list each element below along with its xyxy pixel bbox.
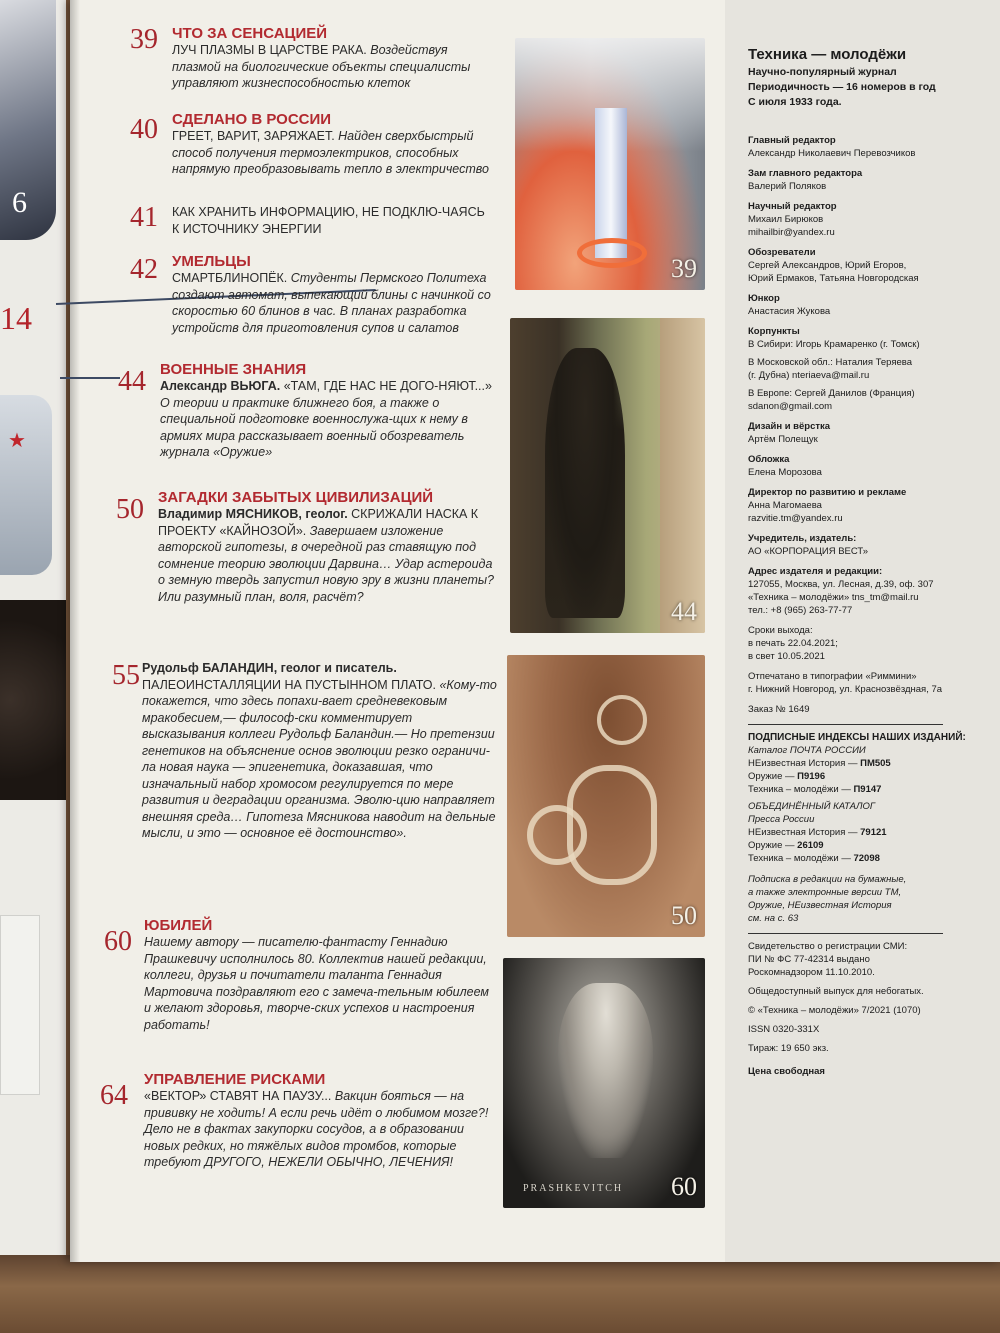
entry-desc: Воздействуя плазмой на биологические объекты специалисты управляют жизнеспособностью клеток — [172, 43, 471, 90]
catalog-title: Оружие — — [748, 840, 798, 851]
toc-entry-50[interactable] — [116, 490, 496, 605]
catalog-title: НЕизвестная История — — [748, 758, 861, 769]
masthead-line[interactable]: mihailbir@yandex.ru — [748, 227, 835, 238]
masthead-block — [748, 670, 993, 696]
registration-info — [748, 940, 993, 979]
photo-caption: PRASHKEVITCH — [523, 1183, 624, 1194]
page-number: 50 — [116, 494, 144, 525]
magazine-periodicity: Периодичность — 16 номеров в год — [748, 81, 936, 93]
catalog-name: Каталог ПОЧТА РОССИИ — [748, 745, 866, 756]
masthead-line: Юрий Ермаков, Татьяна Новгородская — [748, 273, 919, 284]
masthead-line: Отпечатано в типографии «Риммини» — [748, 671, 917, 682]
masthead-block — [748, 200, 993, 239]
previous-page-edge — [0, 0, 66, 1270]
page-number: 42 — [130, 254, 158, 285]
masthead-line: В Сибири: Игорь Крамаренко (г. Томск) — [748, 339, 920, 350]
circulation: Тираж: 19 650 экз. — [748, 1043, 829, 1054]
photo-page-number: 44 — [671, 597, 697, 626]
entry-body — [160, 378, 496, 461]
page-number: 44 — [118, 366, 146, 397]
catalog-index: П9196 — [797, 771, 826, 782]
masthead-line: В Московской обл.: Наталия Теряева — [748, 357, 912, 368]
catalog-index: 79121 — [860, 827, 887, 838]
masthead-line: Валерий Поляков — [748, 181, 827, 192]
info-line: Оружие, НЕизвестная История — [748, 900, 892, 911]
prev-page-portrait-photo — [0, 600, 66, 800]
photo-plasma-tube — [595, 108, 627, 258]
masthead-block — [748, 134, 993, 160]
photo-statue-figure — [558, 983, 653, 1158]
toc-entry-64[interactable] — [100, 1072, 496, 1171]
masthead-label: Зам главного редактора — [748, 168, 863, 179]
masthead-block — [748, 420, 993, 446]
masthead-block — [748, 453, 993, 479]
issn: ISSN 0320-331X — [748, 1024, 820, 1035]
catalog-name: ОБЪЕДИНЁННЫЙ КАТАЛОГ — [748, 801, 876, 812]
masthead-line: в печать 22.04.2021; — [748, 638, 838, 649]
entry-lead: КАК ХРАНИТЬ ИНФОРМАЦИЮ, НЕ ПОДКЛЮ-ЧАЯСЬ К ИСТОЧНИКУ ЭНЕРГИИ — [172, 205, 485, 236]
masthead-block — [748, 624, 993, 663]
masthead-label: Учредитель, издатель: — [748, 533, 857, 544]
photo-page-number: 50 — [671, 901, 697, 930]
toc-entry-42[interactable] — [130, 254, 495, 336]
masthead-line: тел.: +8 (965) 263-77-77 — [748, 605, 853, 616]
photo-nazca-line — [597, 695, 647, 745]
toc-entry-41[interactable] — [130, 204, 495, 237]
catalog-row — [748, 783, 993, 796]
page-number: 60 — [104, 926, 132, 957]
masthead-line: Михаил Бирюков — [748, 214, 824, 225]
page-number: 55 — [112, 660, 140, 691]
catalog-row — [748, 826, 993, 839]
copyright: © «Техника – молодёжи» 7/2021 (1070) — [748, 1005, 921, 1016]
masthead-line: Анастасия Жукова — [748, 306, 831, 317]
catalog-name: Пресса России — [748, 814, 815, 825]
catalog-row — [748, 757, 993, 770]
entry-desc: Вакцин бояться — на прививку не ходить! А если речь идёт о любимом мозге?! Дело не в фактах закупорки сосудов, а в образовании новых редких, но тяжёлых видов тромбов, которые требуют ДРУГОГО, НЕЖЕЛИ ОБЫЧНО, ЛЕЧЕНИЯ! — [144, 1089, 489, 1169]
entry-body — [144, 934, 496, 1033]
rubric-title: СДЕЛАНО В РОССИИ — [172, 111, 332, 128]
catalog-title: НЕизвестная История — — [748, 827, 861, 838]
masthead-line[interactable]: razvitie.tm@yandex.ru — [748, 513, 843, 524]
masthead-line: АО «КОРПОРАЦИЯ ВЕСТ» — [748, 546, 869, 557]
masthead-block — [748, 292, 993, 318]
rubric-title: ЗАГАДКИ ЗАБЫТЫХ ЦИВИЛИЗАЦИЙ — [158, 489, 434, 506]
masthead-line: г. Нижний Новгород, ул. Краснозвёздная, 7а — [748, 684, 943, 695]
masthead-line: Артём Полещук — [748, 434, 818, 445]
prev-page-number-b: 14 — [0, 300, 32, 336]
masthead-line: В Европе: Сергей Данилов (Франция) — [748, 388, 915, 399]
masthead-line: в свет 10.05.2021 — [748, 651, 825, 662]
catalog-row — [748, 852, 993, 865]
toc-entry-60[interactable] — [104, 918, 496, 1033]
info-line: а также электронные версии ТМ, — [748, 887, 902, 898]
masthead-label: Корпункты — [748, 326, 800, 337]
catalog-index: 26109 — [797, 840, 824, 851]
masthead-blocks — [748, 134, 993, 716]
magazine-title: Техника — молодёжи — [748, 46, 907, 63]
entry-lead: СКРИЖАЛИ НАСКА К ПРОЕКТУ «КАЙНОЗОЙ». — [158, 507, 479, 538]
catalog-rows — [748, 826, 993, 865]
entry-lead: ЛУЧ ПЛАЗМЫ В ЦАРСТВЕ РАКА. — [172, 43, 367, 57]
masthead-block — [748, 486, 993, 525]
subscription-heading: ПОДПИСНЫЕ ИНДЕКСЫ НАШИХ ИЗДАНИЙ: — [748, 732, 966, 743]
entry-body — [172, 128, 495, 178]
masthead-label: Обложка — [748, 454, 790, 465]
entry-lead: «ТАМ, ГДЕ НАС НЕ ДОГО-НЯЮТ...» — [283, 379, 492, 393]
photo-page-number: 60 — [671, 1172, 697, 1201]
rubric-title: ЧТО ЗА СЕНСАЦИЕЙ — [172, 25, 328, 42]
prev-page-box — [0, 915, 40, 1095]
entry-desc: «Кому-то покажется, что здесь попахи-вает средневековым мракобесием,— философ-ски комментирует высказывания коллеги Рудольф Баландин.— Но претензии генетиков на объяснение основ эволюции резко ограничи-ла новая наука — эпигенетика, доказавшая, что изначальный набор хромосом регулируется по мере развития и деградации организма. Эволю-цию направляет внешняя среда… Гипотеза Мясникова наводит на дельные мысли, и это — основное её достоинство». — [142, 677, 497, 840]
masthead-block — [748, 325, 993, 413]
entry-desc: Завершаем изложение авторской гипотезы, в очередной раз ставящую под сомнение теорию эволюции Дарвина… Удар астероида о земную твердь запустил новую эру в жизни планеты? Или разумный план, воля, расчёт? — [158, 523, 495, 604]
masthead-line: Елена Морозова — [748, 467, 822, 478]
entry-body — [172, 204, 495, 237]
entry-body — [144, 1088, 496, 1171]
masthead-content — [748, 46, 993, 1078]
photo-soldier-door — [660, 318, 705, 633]
info-line: ПИ № ФС 77-42314 выдано — [748, 954, 870, 965]
photo-nazca-line — [527, 805, 587, 865]
subscription-note — [748, 873, 993, 925]
divider — [748, 933, 943, 934]
masthead-line: Сроки выхода: — [748, 625, 813, 636]
masthead-block — [748, 703, 993, 716]
info-line: Подписка в редакции на бумажные, — [748, 874, 907, 885]
catalog-index: ПМ505 — [860, 758, 891, 769]
masthead-label: Обозреватели — [748, 247, 816, 258]
masthead-line: Заказ № 1649 — [748, 704, 810, 715]
catalog-row — [748, 770, 993, 783]
catalog-rows — [748, 757, 993, 796]
price: Цена свободная — [748, 1066, 825, 1077]
entry-body — [172, 270, 495, 336]
masthead-label: Юнкор — [748, 293, 780, 304]
magazine-subtitle: Научно-популярный журнал — [748, 66, 897, 78]
page-number: 41 — [130, 202, 158, 233]
prev-page-photo — [0, 0, 56, 240]
divider — [748, 724, 943, 725]
catalog-title: Оружие — — [748, 771, 798, 782]
public-edition-note: Общедоступный выпуск для небогатых. — [748, 986, 924, 997]
page-number: 39 — [130, 24, 158, 55]
info-line: Роскомнадзором 11.10.2010. — [748, 967, 875, 978]
masthead-label: Научный редактор — [748, 201, 837, 212]
catalog-title: Техника – молодёжи — — [748, 784, 854, 795]
info-line: см. на с. 63 — [748, 913, 799, 924]
pen-line — [60, 377, 120, 379]
masthead-line: Александр Николаевич Перевозчиков — [748, 148, 916, 159]
prev-page-aircraft-photo — [0, 395, 52, 575]
entry-lead: СМАРТБЛИНОПЁК. — [172, 271, 288, 285]
photo-soldier[interactable] — [510, 318, 705, 633]
masthead-block — [748, 532, 993, 558]
toc-entry-40[interactable] — [130, 112, 495, 178]
table-surface-bottom — [0, 1255, 1000, 1333]
masthead-block — [748, 246, 993, 285]
masthead-label: Адрес издателя и редакции: — [748, 566, 883, 577]
photo-soldier-figure — [545, 348, 625, 618]
photo-statue-portrait[interactable] — [503, 958, 705, 1208]
masthead-line[interactable]: «Техника – молодёжи» tns_tm@mail.ru — [748, 592, 919, 603]
entry-author: Владимир МЯСНИКОВ, геолог. — [158, 507, 348, 521]
rubric-title: УПРАВЛЕНИЕ РИСКАМИ — [144, 1071, 326, 1088]
toc-entry-55[interactable] — [112, 660, 497, 842]
masthead-line[interactable]: sdanon@gmail.com — [748, 401, 833, 412]
photo-plasma-lab[interactable] — [515, 38, 705, 290]
info-line: Свидетельство о регистрации СМИ: — [748, 941, 908, 952]
catalog-title: Техника – молодёжи — — [748, 853, 854, 864]
entry-author: Рудольф БАЛАНДИН, геолог и писатель. — [142, 661, 397, 675]
masthead-line[interactable]: (г. Дубна) nteriaeva@mail.ru — [748, 370, 870, 381]
entry-desc: Нашему автору — писателю-фантасту Геннадию Прашкевичу исполнилось 80. Коллектив нашей редакции, коллеги, друзья и почитатели таланта Геннадия Мартовича поздравляют его с замеча-тельным юбилеем и желают здоровья, творче-ских успехов и настроения работать! — [144, 935, 489, 1032]
entry-lead: «ВЕКТОР» СТАВЯТ НА ПАУЗУ... — [144, 1089, 332, 1103]
catalog-row — [748, 839, 993, 852]
catalog-index: 72098 — [853, 853, 880, 864]
entry-lead: ГРЕЕТ, ВАРИТ, ЗАРЯЖАЕТ. — [172, 129, 335, 143]
masthead-label: Дизайн и вёрстка — [748, 421, 831, 432]
masthead-label: Директор по развитию и рекламе — [748, 487, 907, 498]
rubric-title: УМЕЛЬЦЫ — [172, 253, 251, 270]
entry-body — [158, 506, 496, 605]
masthead-block — [748, 565, 993, 617]
masthead-line: 127055, Москва, ул. Лесная, д.39, оф. 307 — [748, 579, 934, 590]
rubric-title: ВОЕННЫЕ ЗНАНИЯ — [160, 361, 307, 378]
magazine-since: С июля 1933 года. — [748, 96, 842, 108]
toc-entry-39[interactable] — [130, 26, 495, 92]
photo-plasma-ring — [577, 238, 647, 268]
catalog-index: П9147 — [853, 784, 882, 795]
page-number: 40 — [130, 114, 158, 145]
red-star-icon: ★ — [8, 430, 26, 452]
masthead-label: Главный редактор — [748, 135, 836, 146]
photo-page-number: 39 — [671, 254, 697, 283]
masthead-line: Сергей Александров, Юрий Егоров, — [748, 260, 907, 271]
page-fold-shadow — [70, 0, 80, 1262]
prev-page-number-a: 6 — [12, 186, 27, 219]
entry-body — [142, 660, 497, 842]
rubric-title: ЮБИЛЕЙ — [144, 917, 213, 934]
entry-body — [172, 42, 495, 92]
entry-lead: ПАЛЕОИНСТАЛЛЯЦИИ НА ПУСТЫННОМ ПЛАТО. — [142, 677, 436, 692]
masthead-block — [748, 167, 993, 193]
entry-desc: Студенты Пермского Политеха создают автомат, выпекающий блины с начинкой со скоростью 60 блинов в час. В планах разработка устройств для приготовления супов и салатов — [172, 271, 491, 335]
toc-entry-44[interactable] — [118, 362, 496, 461]
photo-nazca-geoglyph[interactable] — [507, 655, 705, 937]
entry-author: Александр ВЬЮГА. — [160, 379, 281, 393]
page-number: 64 — [100, 1080, 128, 1111]
entry-desc: Найден сверхбыстрый способ получения термоэлектриков, способных напрямую преобразовывать тепло в электричество — [172, 129, 489, 176]
entry-desc: О теории и практике ближнего боя, а также о специальной подготовке военнослужа-щих к нему в армиях мира рассказывает военный обозреватель журнала «Оружие» — [160, 395, 468, 459]
masthead-line: Анна Магомаева — [748, 500, 822, 511]
